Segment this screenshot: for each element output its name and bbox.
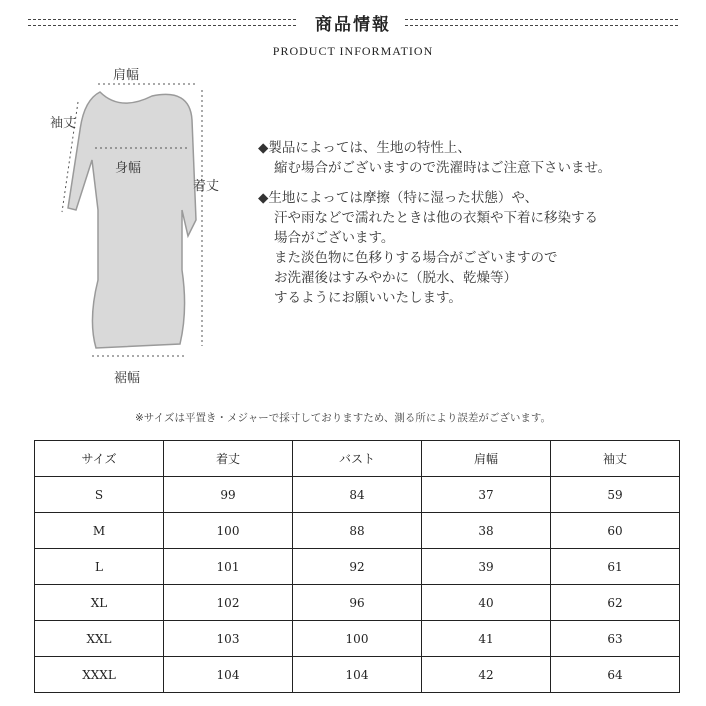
cell-sleeve: 62 [551,585,680,621]
table-row [35,477,680,513]
header-size: サイズ [35,441,164,477]
sleeve-label: 袖丈 [50,116,77,131]
cell-length: 102 [164,585,293,621]
cell-sleeve: 60 [551,513,680,549]
cell-shoulder: 41 [422,621,551,657]
cell-bust: 92 [293,549,422,585]
cell-bust: 104 [293,657,422,693]
header-length: 着丈 [164,441,293,477]
care-note-2-line: ◆生地によっては摩擦（特に湿った状態）や、 [258,190,539,206]
cell-shoulder: 42 [422,657,551,693]
care-note-2-line: また淡色物に色移りする場合がございますので [274,250,558,266]
care-note-2-line: 汗や雨などで濡れたときは他の衣類や下着に移染する [274,210,598,226]
care-note-1-line: 縮む場合がございますので洗濯時はご注意下さいませ。 [274,160,612,176]
cell-shoulder: 37 [422,477,551,513]
table-row [35,585,680,621]
table-row [35,621,680,657]
care-note-1-line: ◆製品によっては、生地の特性上、 [258,140,471,156]
table-header-row [35,441,680,477]
care-note-2 [258,188,598,308]
shoulder-label: 肩幅 [113,68,140,83]
cell-length: 101 [164,549,293,585]
cell-bust: 100 [293,621,422,657]
cell-sleeve: 64 [551,657,680,693]
cell-size: S [35,477,164,513]
measurement-caution: ※サイズは平置き・メジャーで採寸しておりますため、測る所により誤差がございます。 [135,412,551,424]
header-shoulder: 肩幅 [422,441,551,477]
header-bust: バスト [293,441,422,477]
table-row [35,657,680,693]
care-note-1 [258,138,611,178]
cell-size: XXXL [35,657,164,693]
cell-shoulder: 40 [422,585,551,621]
dress-silhouette [68,92,196,348]
table-row [35,513,680,549]
care-note-2-line: するようにお願いいたします。 [274,290,462,306]
hem-label: 裾幅 [114,371,141,386]
cell-size: XL [35,585,164,621]
cell-bust: 88 [293,513,422,549]
cell-sleeve: 59 [551,477,680,513]
header-sleeve: 袖丈 [551,441,680,477]
table-row [35,549,680,585]
cell-size: M [35,513,164,549]
size-table [34,440,680,693]
cell-bust: 84 [293,477,422,513]
page-subtitle: PRODUCT INFORMATION [272,44,434,58]
cell-shoulder: 38 [422,513,551,549]
page-title: 商品情報 [315,15,391,35]
cell-length: 103 [164,621,293,657]
cell-sleeve: 61 [551,549,680,585]
length-label: 着丈 [193,179,220,194]
cell-length: 100 [164,513,293,549]
cell-sleeve: 63 [551,621,680,657]
cell-shoulder: 39 [422,549,551,585]
care-note-2-line: 場合がございます。 [274,230,395,246]
dress-diagram [40,60,240,400]
cell-size: L [35,549,164,585]
cell-bust: 96 [293,585,422,621]
cell-length: 99 [164,477,293,513]
cell-length: 104 [164,657,293,693]
cell-size: XXL [35,621,164,657]
care-note-2-line: お洗濯後はすみやかに（脱水、乾燥等） [274,270,517,286]
body-width-label: 身幅 [115,161,142,176]
title-rule-right [405,19,678,26]
